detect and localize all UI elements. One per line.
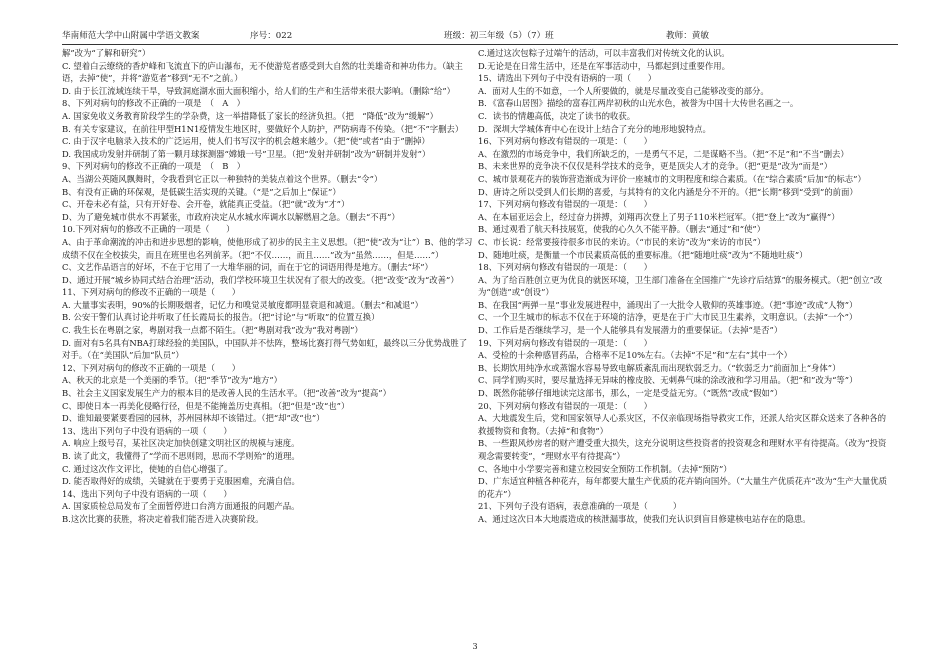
text-line: C、同学们购买时，要尽量选择无异味的橡皮胶、无刺鼻气味的涂改液和学习用品。（把“和”改为“等”） <box>478 375 858 386</box>
text-line: C. 由于汉字电脑录入技术的广泛运用，使人们书写汉字的机会越来越少。（把“使”或者“由于”删掉） <box>62 136 430 147</box>
text-line: B、一些跟风炒房者的财产遭受重大损失，这充分说明这些投资者的投资观念和理财水平有待提高。（改为“投资观念需要转变”，“理财水平有待提高”） <box>478 438 887 461</box>
text-line: 17、下列对病句修改有错误的一项是：（ ） <box>478 199 652 210</box>
text-line: B、通过观看了航天科技展览，使我的心久久不能平静。（删去“通过”和“使”） <box>478 224 766 235</box>
text-line: A. 响应上级号召，某社区决定加快创建文明社区的规模与速度。 <box>62 438 300 449</box>
text-line: A. 国家质检总局发布了全面暂停进口台湾方面通报的问题产品。 <box>62 501 300 512</box>
text-line: A、在本届亚运会上，经过奋力拼搏，刘翔再次登上了男子110米栏冠军。（把“登上”改为“赢得”） <box>478 211 840 222</box>
text-line: D、谁知最要紧要看园的园林，苏州园林却不该错过。（把“却”改“也”） <box>62 413 325 424</box>
text-line: 19、下列对病句修改有错误的一项是：（ ） <box>478 337 652 348</box>
text-line: D. 由于长江流域连续干旱，导致洞庭湖水面大面积缩小，给人们的生产和生活带来很大影响。（删除“给”） <box>62 85 455 96</box>
text-line: A、受检的十余种感冒药品，合格率不足10%左右。（去掉“不足”和“左右”其中一个） <box>478 350 792 361</box>
teacher-name: 教师：黄敏 <box>666 31 709 41</box>
text-line: B．《富春山居图》描绘的富春江两岸初秋的山光水色，被誉为中国十大传世名画之一。 <box>478 98 799 109</box>
text-line: C、文艺作品语言的好坏，不在于它用了一大堆华丽的词，而在于它的词语用得是地方。（删去“坏”） <box>62 262 433 273</box>
text-line: A、当湖公英随风飘舞时，令我看到它正以一种独特的美装点着这个世界。（删去“令”） <box>62 173 383 184</box>
text-line: C．读书的情趣高低，决定了读书的收获。 <box>478 110 636 121</box>
text-line: C. 望着白云缭绕的香炉峰和飞流直下的庐山瀑布，无不使游览者感受到大自然的壮美雄奇和神功伟力。（缺主语，去掉“使”，并将“游览者”移到“无不”之前。） <box>62 60 463 84</box>
text-line: B、社会主义国家发展生产力的根本目的是改善人民的生活水平。（把“改善”改为“提高”） <box>62 388 391 399</box>
text-line: D、随地吐痰，是衡量一个市民素质高低的重要标准。（把“随地吐痰”改为“不随地吐痰”） <box>478 249 808 260</box>
text-line: 8、下列对病句的修改不正确的一项是 （ A ） <box>62 98 246 109</box>
text-line: D. 我国成功发射并研制了第一颗月球探测器“嫦娥一号”卫星。（把“发射并研制”改为“研制并发射”） <box>62 148 431 159</box>
text-line: 21、下列句子没有语病，表意准确的一项是（ ） <box>478 501 682 512</box>
text-line: A. 大量事实表明，90%的长期吸烟者，记忆力和嗅觉灵敏度都明显衰退和减退。（删去“和减退”） <box>62 299 423 310</box>
text-line: C.通过这次包粽子过端午的活动，可以丰富我们对传统文化的认识。 <box>478 48 730 58</box>
text-line: B. 公安干警们认真讨论并听取了任长霞局长的报告。（把“讨论”与“听取”的位置互换） <box>62 312 380 323</box>
text-line: C、城市景观花卉的装饰营造渐成为评价一座城市的文明程度和综合素质。（在“综合素质”后加“的标志”） <box>478 173 866 184</box>
text-line: 18、下列对病句修改有错误的一项是：（ ） <box>478 262 652 273</box>
text-line: C. 我生长在粤剧之家，粤剧对我一点都不陌生。（把“粤剧对我”改为“我对粤剧”） <box>62 325 363 336</box>
text-line: D.无论是在日常生活中，还是在军事活动中，马都起到过重要作用。 <box>478 60 730 71</box>
text-line: D. 能否取得好的成绩，关键就在于要勇于克服困难，充满自信。 <box>62 476 300 487</box>
page-number: 3 <box>472 642 478 651</box>
text-line: 9、下列对病句的修改不正确的一项是 （ B ） <box>62 161 246 172</box>
text-line: 11、下列对病句的修改不正确的一项是（ ） <box>62 287 241 298</box>
text-line: 14、选出下列句子中没有语病的一项（ ） <box>62 488 232 499</box>
text-line: B. 读了此文，我懂得了“学而不思则罔，思而不学则殆”的道理。 <box>62 451 300 461</box>
left-column <box>62 47 474 526</box>
text-line: B、长期饮用纯净水或蒸馏水容易导致电解质紊乱而出现软弱乏力。（“软弱乏力”前面加上“身体”） <box>478 362 841 373</box>
text-line: C、开卷未必有益，只有开好卷、会开卷，就能真正受益。（把“就”改为“才”） <box>62 199 350 210</box>
school-name: 华南师范大学中山附属中学语文教案 <box>62 31 200 41</box>
text-line: A、为了给百胜创立更为优良的就医环境，卫生部门准备在全国推广“先诊疗后结算”的服务模式。（把“创立”改为“创造”或“创设”） <box>478 274 883 298</box>
text-line: A、由于革命潮流的冲击和进步思想的影响，使他形成了初步的民主主义思想。（把“使”改为“让”）B、他的学习成绩不仅在全校拔尖，而且在班里也名列前茅。（把“不仅……，而且……”改为“虽然……，但是……”） <box>62 236 473 260</box>
text-line: A、秋天的北京是一个美丽的季节。（把“季节”改为“地方”） <box>62 375 282 386</box>
text-line: C、一个卫生城市的标志不仅在于环境的洁净，更是在于广大市民卫生素养，文明意识。（去掉“一个”） <box>478 312 858 323</box>
serial-number: 序号：022 <box>250 31 293 41</box>
text-line: A．面对人生的不如意，一个人所要做的，就是尽量改变自己能够改变的部分。 <box>478 85 769 96</box>
text-line: B. 有关专家建议，在前往甲型H1N1疫情发生地区时，要做好个人防护，严防病毒不传染。（把“不”字删去） <box>62 123 464 134</box>
text-line: B.这次比赛的获胜，将决定着我们能否进入决赛阶段。 <box>62 513 264 524</box>
text-line: 12、下列对病句的修改不正确的一项是（ ） <box>62 362 241 373</box>
text-line: A、通过这次日本大地震造成的核泄漏事故，使我们充认识到盲目修建核电站存在的隐患。 <box>478 513 811 524</box>
text-line: A. 国家免收义务教育阶段学生的学杂费，这一举措降低了家长的经济负担。（把 “降低”改为“缓解”） <box>62 110 439 121</box>
text-line: D、工作后是否继续学习，是一个人能够具有发展潜力的重要保证。（去掉“是否”） <box>478 325 783 336</box>
text-line: D、唐诗之所以受到人们长期的喜爱，与其特有的文化内涵是分不开的。（把“长期”移到“受到”的前面） <box>478 186 858 197</box>
text-line: B、有没有正确的环保观，是低碳生活实现的关键。（“是”之后加上“保证”） <box>62 186 341 197</box>
right-column <box>478 47 890 526</box>
text-line: 13、选出下列句子中没有语病的一项（ ） <box>62 425 232 436</box>
text-line: 10.下列对病句的修改不正确的一项是（ ） <box>62 224 235 235</box>
text-line: D、广东适宜种植各种花卉，每年都要大量生产优质的花卉销向国外。（“大量生产优质花卉”改为“生产大量优质的花卉”） <box>478 476 887 499</box>
text-line: B、未来世界的竞争决不仅仅是科学技术的竞争，更是顶尖人才的竞争。（把“更是”改为“而是”） <box>478 161 833 172</box>
text-line: D、为了避免城市供水不再紧张，市政府决定从水城水库调水以解燃眉之急。（删去“不再”） <box>62 211 400 222</box>
text-line: D．深圳大学城体育中心在设计上结合了充分的地形地貌特点。 <box>478 123 711 134</box>
text-line: 16、下列对病句修改有错误的一项是：（ ） <box>478 136 652 147</box>
text-line: B、在我国“两弹一星”事业发展进程中，涌现出了一大批令人敬仰的英雄事迹。（把“事迹”改成“人物”） <box>478 299 858 310</box>
text-line: D、既然你能够仔细地读完这部书，那么，一定是受益无穷。（“既然”改成“假如”） <box>478 388 783 399</box>
text-line: C. 通过这次作文评比，使她的自信心增强了。 <box>62 463 233 474</box>
page-header <box>62 30 898 45</box>
text-line: 15、请选出下列句子中没有语病的一项（ ） <box>478 73 657 84</box>
text-line: D、通过开展“城乡协同式结合治理”活动，我们学校环境卫生状况有了很大的改变。（把“改变”改为“改善”） <box>62 274 459 285</box>
text-line: 解”改为“了解和研究”） <box>62 48 151 58</box>
text-line: D. 面对有5名具有NBA打球经验的美国队，中国队并不怯阵，整场比赛打得气势如虹，最终以三分优势战胜了对手。（在“美国队”后加“队员”） <box>62 337 468 361</box>
text-line: A、大地震发生后，党和国家领导人心系灾区，不仅亲临现场指导救灾工作，还派人给灾区群众送来了各种各的救援物资和食物。（去掉“和食物”） <box>478 413 887 436</box>
class-info: 班级：初三年级（5）（7）班 <box>444 31 554 41</box>
text-line: C、市长说：经常要接待很多市民的来访。（“市民的来访”改为“来访的市民”） <box>478 236 766 247</box>
text-line: 20、下列对病句修改有错误的一项是：（ ） <box>478 400 652 411</box>
text-line: C、各地中小学要完善和建立校园安全预防工作机制。（去掉“预防”） <box>478 463 732 474</box>
text-line: C、即使日本一再美化侵略行径，但是不能掩盖历史真相。（把“但是”改“也”） <box>62 400 350 411</box>
text-line: A、在激烈的市场竞争中，我们所缺乏的，一是勇气不足，二是谋略不当。（把“不足”和“不当”删去） <box>478 148 849 159</box>
